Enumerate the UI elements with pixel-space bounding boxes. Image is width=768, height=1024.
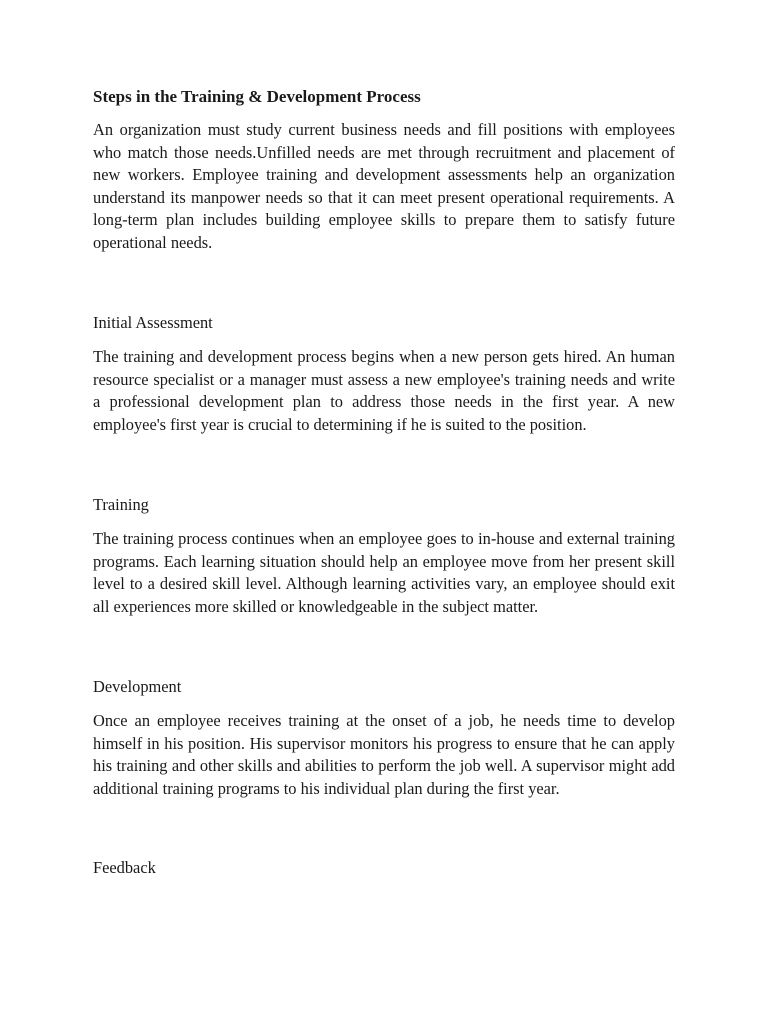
section-heading-training: Training — [93, 494, 149, 514]
section-spacer — [93, 619, 675, 676]
section-body-development: Once an employee receives training at the onset of a job, he needs time to develop himself in his position. His supervisor monitors his progress to ensure that he can apply his training and other skills and abilities to perform the job well. A supervisor might add additional training programs to his individual plan during the first year. — [93, 711, 675, 798]
section-heading-initial-assessment: Initial Assessment — [93, 312, 213, 332]
section-spacer — [93, 437, 675, 494]
section-spacer — [93, 800, 675, 857]
section-heading-development: Development — [93, 676, 182, 696]
section-body-training: The training process continues when an employee goes to in-house and external training programs. Each learning situation should help an employee move from her present skill level to a desired skill level. Although learning activities vary, an employee should exit all experiences more skilled or knowledgeable in the subject matter. — [93, 529, 675, 616]
section-heading-feedback: Feedback — [93, 858, 156, 878]
document-title: Steps in the Training & Development Process — [93, 87, 421, 106]
section-spacer — [93, 255, 675, 312]
document-page — [93, 86, 675, 892]
section-body-initial-assessment: The training and development process begins when a new person gets hired. An human resource specialist or a manager must assess a new employee's training needs and write a professional development plan to address those needs in the first year. A new employee's first year is crucial to determining if he is suited to the position. — [93, 347, 675, 434]
intro-paragraph: An organization must study current business needs and fill positions with employees who match those needs.Unfilled needs are met through recruitment and placement of new workers. Employee training and development assessments help an organization understand its manpower needs so that it can meet present operational requirements. A long-term plan includes building employee skills to prepare them to satisfy future operational needs. — [93, 120, 675, 252]
